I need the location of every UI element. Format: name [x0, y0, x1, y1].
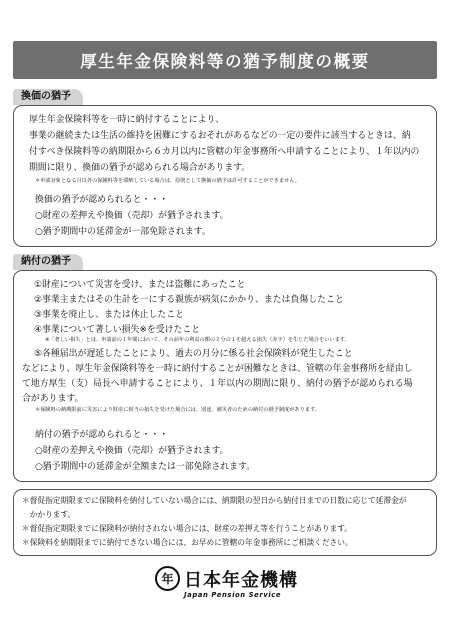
nofu-effects-heading: 納付の猶予が認められると・・・ — [35, 430, 169, 440]
nofu-item-3: ③事業を廃止し、または休止したこと — [34, 310, 184, 320]
section-tab-kanka: 換価の猶予 — [13, 89, 83, 105]
kanka-effect-1: ○財産の差押えや換価（売却）が猶予されます。 — [35, 211, 229, 221]
nofu-item4-note: ※「著しい損失」とは、申請前の１年間において、その前年の利益の額の２分の１を超える損失（赤字）を生じた場合をいいます。 — [45, 337, 350, 343]
general-note-1: ＊督促指定期限までに保険料を納付していない場合には、納期限の翌日から納付日までの日数に応じて延滞金が — [22, 496, 407, 505]
nofu-item-4: ④事業について著しい損失※を受けたこと — [34, 325, 201, 335]
general-note-3: ＊保険料を納期限までに納付できない場合には、お早めに管轄の年金事務所にご相談ください。 — [22, 538, 353, 547]
nofu-body-1: などにより、厚生年金保険料等を一時に納付することが困難なときは、管轄の年金事務所を経由し — [22, 364, 413, 374]
jps-logo-name: 日本年金機構 — [184, 570, 298, 591]
nofu-item-5: ⑤各種届出が遅延したことにより、過去の月分に係る社会保険料が発生したこと — [34, 349, 353, 359]
kanka-line-3: 付すべき保険料等の納期限から６カ月以内に管轄の年金事務所へ申請することにより、１年以内の — [29, 147, 420, 157]
general-note-1-cont: かかります。 — [22, 510, 76, 519]
kanka-effects-heading: 換価の猶予が認められると・・・ — [35, 195, 169, 205]
section-panel-kanka — [13, 105, 437, 247]
nofu-body-3: 合があります。 — [22, 394, 84, 404]
nofu-note: ＊保険料の納期限前に災害により財産に相当の損失を受けた場合には、別途、被災者のための納付の猶予制度があります。 — [35, 407, 320, 413]
kanka-line-4: 期間に限り、換価の猶予が認められる場合があります。 — [29, 163, 251, 173]
nofu-body-2: て地方厚生（支）局長へ申請することにより、１年以内の期間に限り、納付の猶予が認められる場 — [22, 379, 413, 389]
nofu-effect-2: ○猶予期間中の延滞金が全額または一部免除されます。 — [35, 462, 256, 472]
jps-logo-mark-icon: 年 — [155, 566, 180, 591]
section-panel-nofu — [13, 270, 437, 482]
nofu-item-1: ①財産について災害を受け、または盗難にあったこと — [34, 280, 246, 290]
general-note-2: ＊督促指定期限までに保険料が納付されない場合には、財産の差押え等を行うことがあります。 — [22, 524, 352, 533]
jps-logo — [155, 565, 305, 605]
kanka-effect-2: ○猶予期間中の延滞金が一部免除されます。 — [35, 227, 211, 237]
kanka-line-2: 事業の継続または生活の維持を困難にするおそれがあるなどの一定の要件に該当するときは、納 — [29, 131, 411, 141]
general-notes-box — [13, 489, 437, 556]
jps-logo-english: Japan Pension Service — [184, 591, 282, 599]
section-tab-nofu: 納付の猶予 — [13, 254, 83, 270]
kanka-note: ＊申請対象となる月以外の保険料等を滞納している場合は、原則として換価の猶予は許可することができません。 — [35, 178, 300, 184]
page-title: 厚生年金保険料等の猶予制度の概要 — [80, 52, 370, 71]
nofu-effect-1: ○財産の差押えや換価（売却）が猶予されます。 — [35, 446, 229, 456]
nofu-item-2: ②事業主またはその生計を一にする親族が病気にかかり、または負傷したこと — [34, 295, 344, 305]
kanka-line-1: 厚生年金保険料等を一時に納付することにより、 — [29, 115, 225, 125]
title-banner — [13, 41, 437, 79]
